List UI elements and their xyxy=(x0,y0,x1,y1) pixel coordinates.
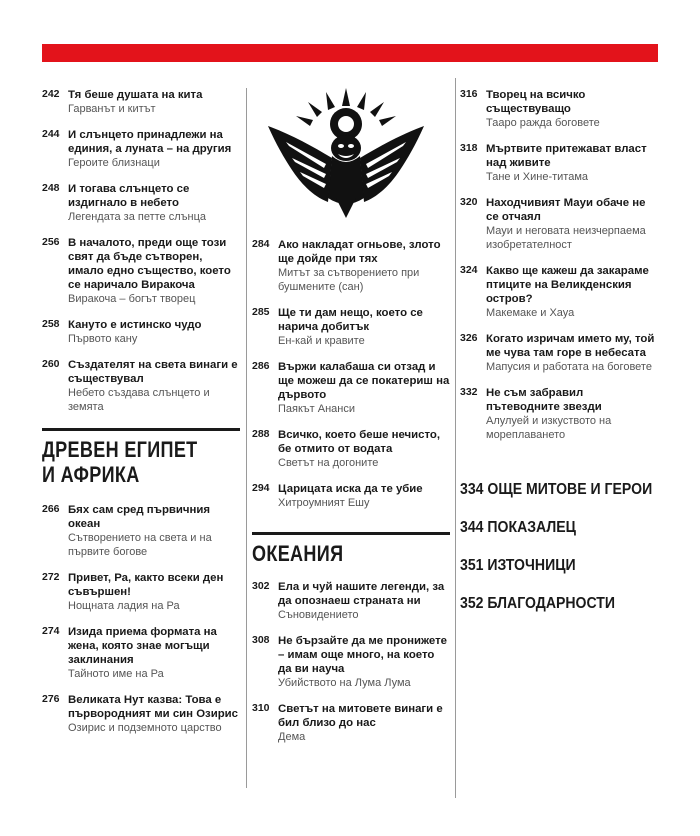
entry-title: И слънцето принадлежи на единия, а луната – на другия xyxy=(68,129,232,155)
toc-entry[interactable] xyxy=(42,625,240,681)
toc-back-matter-item[interactable]: 344 ПОКАЗАЛЕЦ xyxy=(460,519,576,536)
section-title: ОКЕАНИЯ xyxy=(252,541,344,566)
entry-title: Изида приема формата на жена, която знае могъщи заклинания xyxy=(68,626,217,666)
page-number: 256 xyxy=(42,236,60,248)
entry-title: Не съм забравил пътеводните звезди xyxy=(486,387,602,413)
toc-entry[interactable] xyxy=(460,332,660,374)
toc-entry[interactable] xyxy=(460,264,660,320)
entry-subtitle: Сътворението на света и на първите богове xyxy=(68,532,212,558)
entry-title: Всичко, което беше нечисто, бе отмито от водата xyxy=(278,429,441,455)
toc-entry[interactable] xyxy=(252,702,450,744)
entry-title: Създателят на света винаги е съществувал xyxy=(68,359,238,385)
entry-title: Бях сам сред първичния океан xyxy=(68,504,211,530)
page-number: 260 xyxy=(42,358,60,370)
entry-subtitle: Озирис и подземното царство xyxy=(68,722,222,734)
toc-entry[interactable] xyxy=(42,571,240,613)
entry-subtitle: Тайното име на Ра xyxy=(68,668,164,680)
entry-title: В началото, преди още този свят да бъде сътворен, имало едно същество, което се наричало Виракоча xyxy=(68,237,231,291)
page-number: 332 xyxy=(460,386,478,398)
entry-title: Тя беше душата на кита xyxy=(68,89,203,101)
column-divider xyxy=(246,88,247,788)
toc-entry[interactable] xyxy=(252,634,450,690)
entry-title: Ако накладат огньове, злото ще дойде при тях xyxy=(278,239,441,265)
entry-title: Ела и чуй нашите легенди, за да опознаеш страната ни xyxy=(278,581,445,607)
entry-subtitle: Светът на догоните xyxy=(278,457,379,469)
section-egypt-africa xyxy=(42,428,240,487)
back-matter xyxy=(460,480,660,614)
page-number: 294 xyxy=(252,482,270,494)
section-title: И АФРИКА xyxy=(42,462,140,487)
page-number: 274 xyxy=(42,625,60,637)
entry-subtitle: Митът за сътворението при бушмените (сан) xyxy=(278,267,420,293)
section-oceania xyxy=(252,532,450,566)
entry-subtitle: Виракоча – богът творец xyxy=(68,293,196,305)
toc-entry[interactable] xyxy=(460,386,660,442)
toc-entry[interactable] xyxy=(252,360,450,416)
entry-title: Привет, Ра, както всеки ден съвършен! xyxy=(68,572,224,598)
entry-title: Какво ще кажеш да закараме птиците на Великденския остров? xyxy=(486,265,649,305)
toc-entry[interactable] xyxy=(252,238,450,294)
entry-title: Царицата иска да те убие xyxy=(278,483,423,495)
toc-entry[interactable] xyxy=(42,88,240,116)
page-number: 286 xyxy=(252,360,270,372)
entry-subtitle: Тане и Хине-титама xyxy=(486,171,589,183)
entry-subtitle: Първото кану xyxy=(68,333,138,345)
entry-subtitle: Съновидението xyxy=(278,609,359,621)
page-number: 272 xyxy=(42,571,60,583)
column-divider xyxy=(455,78,456,798)
toc-entry[interactable] xyxy=(460,88,660,130)
entry-subtitle: Убийството на Лума Лума xyxy=(278,677,411,689)
entry-title: Не бързайте да ме пронижете – имам още много, на което да ви науча xyxy=(278,635,448,675)
toc-entry[interactable] xyxy=(252,482,450,510)
page-number: 285 xyxy=(252,306,270,318)
entry-title: Вържи калабаша си отзад и ще можеш да се покатериш на дървото xyxy=(278,361,450,401)
toc-entry[interactable] xyxy=(252,306,450,348)
page-number: 266 xyxy=(42,503,60,515)
entry-subtitle: Макемаке и Хауа xyxy=(486,307,575,319)
toc-column-3 xyxy=(460,88,660,614)
toc-column-1 xyxy=(42,80,240,735)
entry-subtitle: Нощната ладия на Ра xyxy=(68,600,180,612)
page-number: 244 xyxy=(42,128,60,140)
entry-subtitle: Хитроумният Ешу xyxy=(278,497,370,509)
page-number: 258 xyxy=(42,318,60,330)
entry-subtitle: Мауи и неговата неизчерпаема изобретателност xyxy=(486,225,646,251)
entry-subtitle: Ен-кай и кравите xyxy=(278,335,365,347)
page-number: 310 xyxy=(252,702,270,714)
entry-subtitle: Дема xyxy=(278,731,306,743)
page-number: 248 xyxy=(42,182,60,194)
entry-title: Мъртвите притежават власт над живите xyxy=(486,143,647,169)
page-number: 316 xyxy=(460,88,478,100)
entry-title: И тогава слънцето се издигнало в небето xyxy=(68,183,190,209)
page-number: 276 xyxy=(42,693,60,705)
toc-entry[interactable] xyxy=(42,693,240,735)
red-header-bar xyxy=(42,44,658,62)
toc-entry[interactable] xyxy=(252,580,450,622)
entry-subtitle: Паякът Ананси xyxy=(278,403,356,415)
page-number: 318 xyxy=(460,142,478,154)
section-title: ДРЕВЕН ЕГИПЕТ xyxy=(42,437,198,462)
toc-entry[interactable] xyxy=(460,196,660,252)
page-number: 326 xyxy=(460,332,478,344)
page-number: 284 xyxy=(252,238,270,250)
page-number: 288 xyxy=(252,428,270,440)
toc-entry[interactable] xyxy=(460,142,660,184)
page-number: 242 xyxy=(42,88,60,100)
page-number: 324 xyxy=(460,264,478,276)
toc-entry[interactable] xyxy=(42,182,240,224)
entry-subtitle: Небето създава слънцето и земята xyxy=(68,387,210,413)
entry-subtitle: Героите близнаци xyxy=(68,157,160,169)
toc-back-matter-item[interactable]: 352 БЛАГОДАРНОСТИ xyxy=(460,595,616,612)
entry-subtitle: Гарванът и китът xyxy=(68,103,156,115)
toc-column-2 xyxy=(252,238,450,744)
page-number: 308 xyxy=(252,634,270,646)
page-number: 302 xyxy=(252,580,270,592)
entry-title: Творец на всичко съществуващо xyxy=(486,89,586,115)
entry-title: Находчивият Мауи обаче не се отчаял xyxy=(486,197,646,223)
entry-title: Светът на митовете винаги е бил близо до нас xyxy=(278,703,443,729)
toc-entry[interactable] xyxy=(42,358,240,414)
entry-subtitle: Алулуей и изкуството на мореплаването xyxy=(486,415,612,441)
entry-title: Когато изричам името му, той ме чува там горе в небесата xyxy=(486,333,655,359)
sun-bird-icon xyxy=(262,86,430,218)
toc-entry[interactable] xyxy=(42,128,240,170)
page-number: 320 xyxy=(460,196,478,208)
toc-entry[interactable] xyxy=(42,503,240,559)
toc-back-matter-item[interactable]: 334 ОЩЕ МИТОВЕ И ГЕРОИ xyxy=(460,481,653,498)
toc-back-matter-item[interactable]: 351 ИЗТОЧНИЦИ xyxy=(460,557,576,574)
entry-subtitle: Легендата за петте слънца xyxy=(68,211,207,223)
entry-title: Ще ти дам нещо, което се нарича добитък xyxy=(278,307,423,333)
toc-entry[interactable] xyxy=(42,236,240,306)
entry-title: Великата Нут казва: Това е първородният ми син Озирис xyxy=(68,694,239,720)
toc-entry[interactable] xyxy=(252,428,450,470)
toc-entry[interactable] xyxy=(42,318,240,346)
entry-subtitle: Мапусия и работата на боговете xyxy=(486,361,652,373)
entry-title: Кануто е истинско чудо xyxy=(68,319,202,331)
entry-subtitle: Тааро ражда боговете xyxy=(486,117,600,129)
